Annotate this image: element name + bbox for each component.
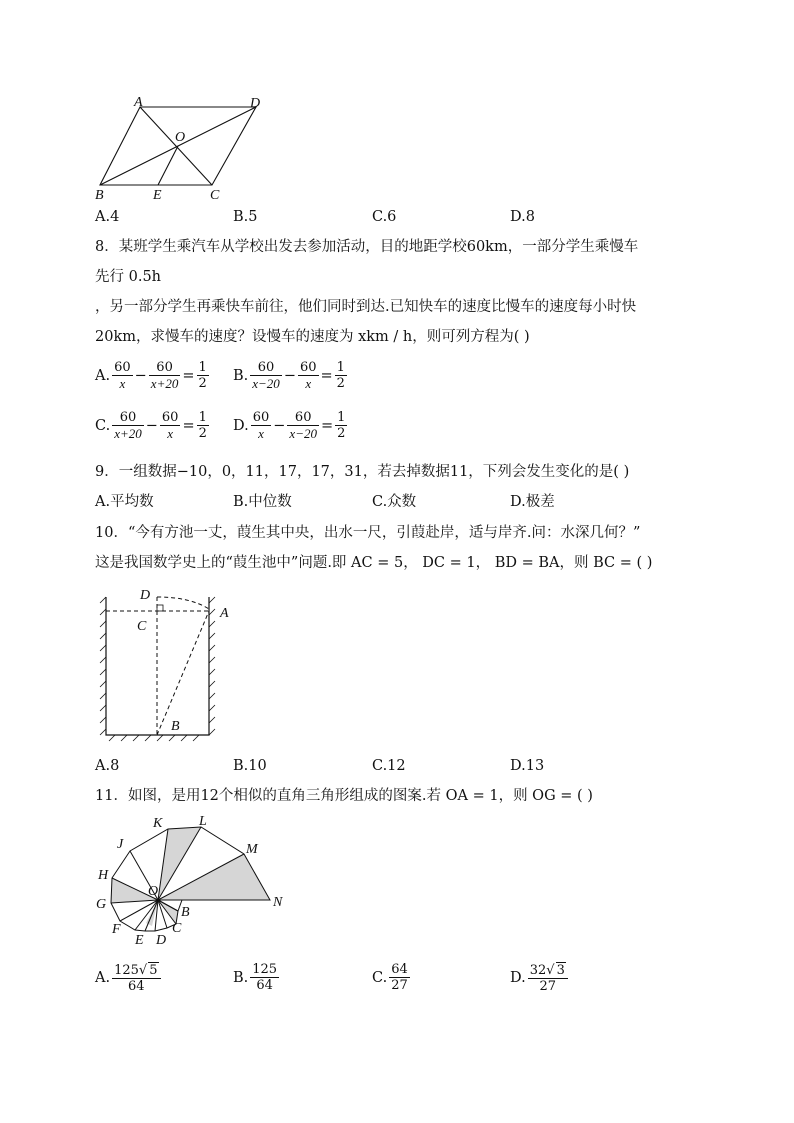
q7-option-d: D.8: [510, 209, 535, 225]
parallelogram-figure: [92, 95, 272, 200]
q11-text-line1: 11．如图，是用12个相似的直角三角形组成的图案.若 OA = 1，则 OG = ( ): [95, 788, 593, 804]
q8-option-a: A. $\frac{60}{x}$ − $\frac{60}{x+20}$ = $\frac{1}{2}$: [95, 360, 207, 391]
pond-figure: [95, 583, 245, 748]
q10-text-line1: 10．“今有方池一丈，葭生其中央，出水一尺，引葭赴岸，适与岸齐.问：水深几何？”: [95, 525, 641, 541]
q11-option-b: B. $\frac{125}{64}$: [233, 962, 278, 993]
label-D: D: [140, 588, 151, 603]
q11-option-a: A. $\frac{125√ 5}{64}$: [95, 962, 163, 994]
label-M: M: [246, 842, 258, 857]
label-E: E: [153, 188, 162, 200]
label-H: H: [98, 868, 109, 883]
q9-text-line1: 9．一组数据−10，0，11，17，17，31，若去掉数据11，下列会发生变化的是( ): [95, 464, 630, 480]
q9-option-d: D.极差: [510, 494, 555, 510]
q7-option-c: C.6: [372, 209, 397, 225]
label-B: B: [95, 188, 104, 200]
q8-text-line4: 20km，求慢车的速度？设慢车的速度为 xkm / h，则可列方程为( ): [95, 329, 530, 345]
label-E: E: [135, 933, 144, 948]
q10-option-c: C.12: [372, 758, 406, 774]
label-B: B: [181, 905, 190, 920]
q10-option-a: A.8: [95, 758, 120, 774]
q10-text-line2: 这是我国数学史上的“葭生池中”问题.即 AC = 5， DC = 1， BD = BA，则 BC = ( ): [95, 555, 653, 571]
label-K: K: [153, 816, 163, 831]
label-O: O: [175, 130, 186, 145]
label-C: C: [172, 921, 182, 936]
label-L: L: [199, 814, 207, 829]
q11-option-c: C. $\frac{64}{27}$: [372, 962, 408, 993]
label-B: B: [171, 719, 180, 734]
q8-option-b: B. $\frac{60}{x-20}$ − $\frac{60}{x}$ = $\frac{1}{2}$: [233, 360, 345, 391]
q9-option-b: B.中位数: [233, 494, 292, 510]
label-N: N: [273, 895, 283, 910]
spiral-triangles-figure: [92, 812, 292, 952]
q8-text-line1: 8．某班学生乘汽车从学校出发去参加活动，目的地距学校60km，一部分学生乘慢车: [95, 239, 639, 255]
label-D: D: [250, 96, 261, 111]
q8-option-c: C. $\frac{60}{x+20}$ − $\frac{60}{x}$ = $\frac{1}{2}$: [95, 410, 207, 441]
label-C: C: [210, 188, 220, 200]
q10-option-b: B.10: [233, 758, 267, 774]
label-J: J: [117, 837, 124, 852]
q8-option-d: D. $\frac{60}{x}$ − $\frac{60}{x-20}$ = $\frac{1}{2}$: [233, 410, 346, 441]
q8-text-line2: 先行 0.5h: [95, 269, 162, 285]
q11-option-d: D. $\frac{32√ 3}{27}$: [510, 962, 570, 994]
label-O: O: [148, 884, 159, 899]
label-G: G: [96, 897, 107, 912]
label-A: A: [134, 95, 143, 110]
q9-option-a: A.平均数: [95, 494, 154, 510]
q10-option-d: D.13: [510, 758, 545, 774]
label-F: F: [112, 922, 121, 937]
label-D: D: [156, 933, 167, 948]
q9-option-c: C.众数: [372, 494, 417, 510]
label-A: A: [220, 606, 229, 621]
q7-option-a: A.4: [95, 209, 120, 225]
q8-text-line3: ，另一部分学生再乘快车前往，他们同时到达.已知快车的速度比慢车的速度每小时快: [95, 299, 637, 315]
q7-option-b: B.5: [233, 209, 258, 225]
label-C: C: [137, 619, 147, 634]
